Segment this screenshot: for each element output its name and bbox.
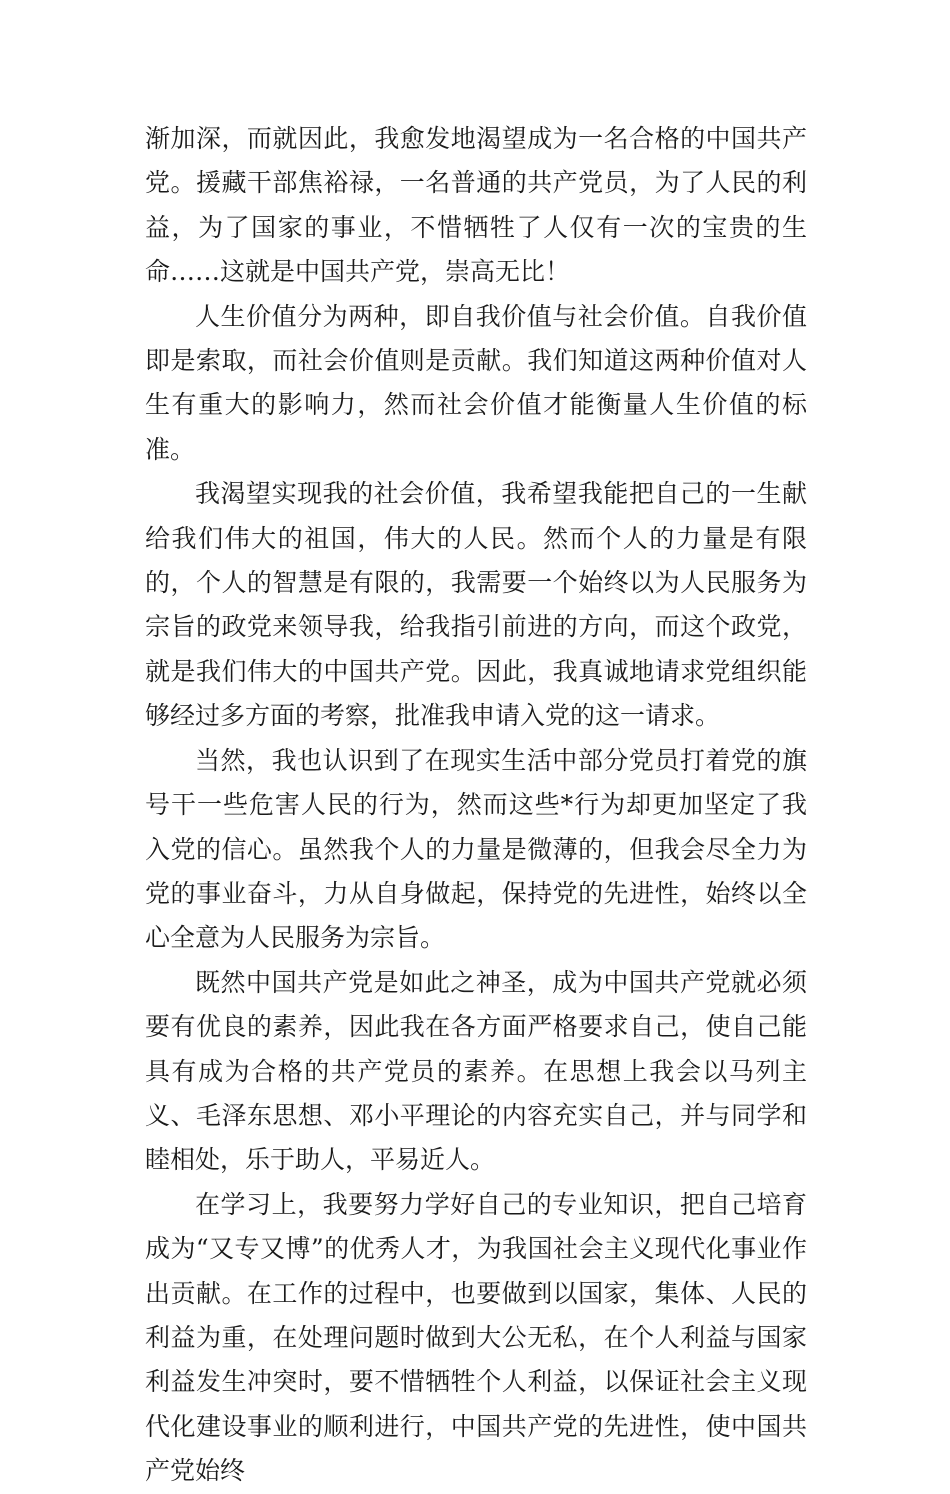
paragraph-5: 既然中国共产党是如此之神圣，成为中国共产党就必须要有优良的素养，因此我在各方面严格要求自己，使自己能具有成为合格的共产党员的素养。在思想上我会以马列主义、毛泽东思想、邓小平理论的内容充实自己，并与同学和睦相处，乐于助人，平易近人。 bbox=[145, 967, 807, 1175]
paragraph-6: 在学习上，我要努力学好自己的专业知识，把自己培育成为“又专又博”的优秀人才，为我国社会主义现代化事业作出贡献。在工作的过程中，也要做到以国家，集体、人民的利益为重，在处理问题时做到大公无私，在个人利益与国家利益发生冲突时，要不惜牺牲个人利益，以保证社会主义现代化建设事业的顺利进行，中国共产党的先进性，使中国共产党始终 bbox=[145, 1189, 807, 1486]
document-body bbox=[145, 117, 807, 1494]
paragraph-3: 我渴望实现我的社会价值，我希望我能把自己的一生献给我们伟大的祖国，伟大的人民。然而个人的力量是有限的，个人的智慧是有限的，我需要一个始终以为人民服务为宗旨的政党来领导我，给我指引前进的方向，而这个政党，就是我们伟大的中国共产党。因此，我真诚地请求党组织能够经过多方面的考察，批准我申请入党的这一请求。 bbox=[145, 479, 807, 731]
paragraph-2: 人生价值分为两种，即自我价值与社会价值。自我价值即是索取，而社会价值则是贡献。我们知道这两种价值对人生有重大的影响力，然而社会价值才能衡量人生价值的标准。 bbox=[145, 301, 807, 464]
paragraph-1: 渐加深，而就因此，我愈发地渴望成为一名合格的中国共产党。援藏干部焦裕禄，一名普通的共产党员，为了人民的利益，为了国家的事业，不惜牺牲了人仅有一次的宝贵的生命……这就是中国共产党，崇高无比！ bbox=[145, 124, 807, 287]
paragraph-4: 当然，我也认识到了在现实生活中部分党员打着党的旗号干一些危害人民的行为，然而这些*行为却更加坚定了我入党的信心。虽然我个人的力量是微薄的，但我会尽全力为党的事业奋斗，力从自身做起，保持党的先进性，始终以全心全意为人民服务为宗旨。 bbox=[145, 745, 807, 953]
